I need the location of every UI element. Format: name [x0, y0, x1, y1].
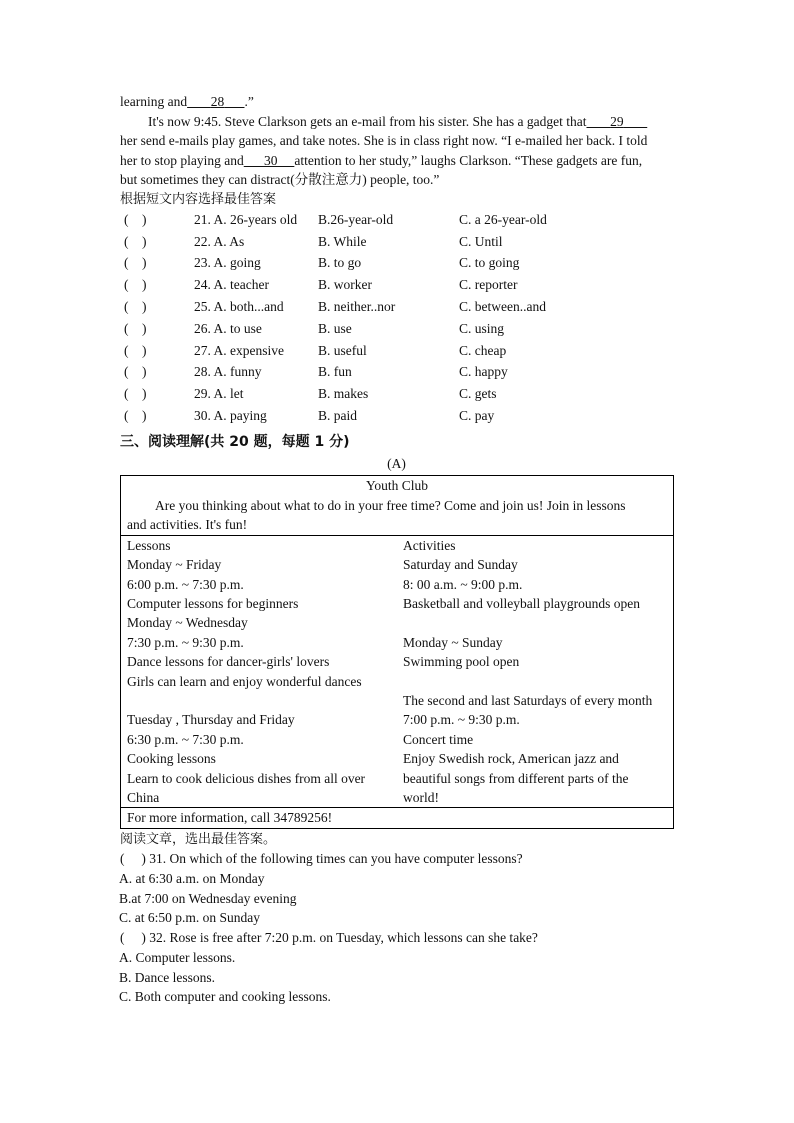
lesson-line: Monday ~ Friday: [127, 557, 222, 573]
option-a: 25. A. both...and: [194, 299, 284, 315]
answer-paren[interactable]: ( ): [124, 277, 147, 293]
question-32: [120, 928, 673, 1007]
option-b: B. useful: [318, 342, 367, 358]
option-a: 23. A. going: [194, 255, 261, 271]
club-title: Youth Club: [365, 478, 429, 494]
option-b: B. neither..nor: [318, 299, 396, 315]
youth-club-table: [120, 475, 674, 828]
activity-line: beautiful songs from different parts of the: [403, 770, 629, 786]
question-stem: ( ) 32. Rose is free after 7:20 p.m. on Tuesday, which lessons can she take?: [120, 930, 538, 946]
cloze-text: attention to her study,” laughs Clarkson. “These gadgets are fun,: [294, 152, 643, 168]
option-c: C. happy: [459, 364, 508, 380]
lesson-line: Dance lessons for dancer-girls' lovers: [127, 654, 330, 670]
activity-line: [403, 672, 667, 691]
option-a: 21. A. 26-years old: [194, 211, 298, 227]
passage-label: (A): [387, 455, 406, 471]
question-row: [120, 231, 673, 253]
question-31: [120, 849, 673, 928]
cloze-line-3: her send e-mails play games, and take notes. She is in class right now. “I e-mailed her back. I told: [120, 133, 648, 148]
answer-paren[interactable]: ( ): [124, 299, 147, 315]
lesson-line: 7:30 p.m. ~ 9:30 p.m.: [127, 634, 244, 650]
option-c: C. between..and: [459, 299, 546, 315]
question-row: [120, 383, 673, 405]
option-c: C. a 26-year-old: [459, 211, 547, 227]
option-a: 29. A. let: [194, 386, 244, 402]
option-c: C. Until: [459, 233, 503, 249]
cloze-line-2: [120, 112, 673, 132]
question-list: [120, 209, 673, 427]
lesson-line: Computer lessons for beginners: [127, 595, 299, 611]
question-row: [120, 405, 673, 427]
question-row: [120, 318, 673, 340]
option-b: B.26-year-old: [318, 211, 394, 227]
activity-line: [403, 613, 667, 632]
cloze-text: her to stop playing and: [120, 152, 244, 168]
section-title: 三、阅读理解(共 20 题，每题 1 分): [120, 433, 350, 450]
question-row: [120, 253, 673, 275]
activity-line: 7:00 p.m. ~ 9:30 p.m.: [403, 712, 520, 728]
option-a: 30. A. paying: [194, 408, 267, 424]
activity-line: The second and last Saturdays of every month: [403, 692, 653, 708]
cloze-passage: [120, 92, 673, 190]
lesson-line: Cooking lessons: [127, 751, 216, 767]
lesson-line: 6:00 p.m. ~ 7:30 p.m.: [127, 576, 244, 592]
lessons-cell: [121, 535, 398, 808]
answer-paren[interactable]: ( ): [124, 320, 147, 336]
blank-28: 28: [210, 94, 225, 109]
option-b: B. fun: [318, 364, 352, 380]
lessons-header: Lessons: [127, 537, 171, 553]
question-row: [120, 362, 673, 384]
answer-option[interactable]: C. Both computer and cooking lessons.: [119, 989, 331, 1005]
option-a: 24. A. teacher: [194, 277, 269, 293]
activity-line: 8: 00 a.m. ~ 9:00 p.m.: [403, 576, 523, 592]
exam-page: [120, 92, 673, 1007]
blank-30: 30: [263, 152, 278, 168]
option-a: 28. A. funny: [194, 364, 262, 380]
lesson-line: Learn to cook delicious dishes from all over: [127, 770, 366, 786]
lesson-line: Girls can learn and enjoy wonderful dances: [127, 673, 362, 689]
option-c: C. pay: [459, 408, 495, 424]
cloze-text: learning and: [120, 94, 188, 109]
cloze-instruction: 根据短文内容选择最佳答案: [120, 191, 277, 207]
activity-line: Saturday and Sunday: [403, 557, 518, 573]
answer-option[interactable]: A. Computer lessons.: [119, 949, 236, 965]
answer-paren[interactable]: ( ): [124, 364, 147, 380]
question-row: [120, 340, 673, 362]
option-b: B. makes: [318, 386, 369, 402]
activity-line: Concert time: [403, 731, 474, 747]
club-intro-line: Are you thinking about what to do in your free time? Come and join us! Join in lessons: [155, 497, 626, 513]
answer-paren[interactable]: ( ): [124, 342, 147, 358]
club-intro-line: and activities. It's fun!: [127, 517, 248, 533]
option-c: C. cheap: [459, 342, 507, 358]
activity-line: Swimming pool open: [403, 654, 520, 670]
lesson-line: 6:30 p.m. ~ 7:30 p.m.: [127, 731, 244, 747]
answer-paren[interactable]: ( ): [124, 386, 147, 402]
option-c: C. using: [459, 320, 505, 336]
activity-line: Enjoy Swedish rock, American jazz and: [403, 751, 619, 767]
activity-line: world!: [403, 789, 439, 805]
lesson-line: [127, 691, 391, 710]
activities-cell: [397, 535, 674, 808]
cloze-text: .”: [244, 94, 254, 109]
lesson-line: Monday ~ Wednesday: [127, 615, 248, 631]
club-header-cell: [121, 476, 674, 535]
question-row: [120, 296, 673, 318]
option-a: 22. A. As: [194, 233, 245, 249]
answer-paren[interactable]: ( ): [124, 211, 147, 227]
option-a: 26. A. to use: [194, 320, 262, 336]
cloze-line-5: but sometimes they can distract(分散注意力) people, too.”: [120, 172, 440, 187]
answer-paren[interactable]: ( ): [124, 255, 147, 271]
answer-option[interactable]: C. at 6:50 p.m. on Sunday: [119, 910, 260, 926]
answer-option[interactable]: B.at 7:00 on Wednesday evening: [119, 890, 297, 906]
club-footer: For more information, call 34789256!: [127, 810, 333, 826]
activity-line: Monday ~ Sunday: [403, 634, 503, 650]
option-b: B. paid: [318, 408, 357, 424]
lesson-line: China: [127, 789, 160, 805]
lesson-line: Tuesday , Thursday and Friday: [127, 712, 295, 728]
option-c: C. gets: [459, 386, 497, 402]
option-a: 27. A. expensive: [194, 342, 284, 358]
answer-option[interactable]: B. Dance lessons.: [119, 969, 215, 985]
option-b: B. use: [318, 320, 352, 336]
cloze-line-1: [120, 92, 673, 112]
answer-option[interactable]: A. at 6:30 a.m. on Monday: [119, 870, 265, 886]
option-c: C. reporter: [459, 277, 518, 293]
answer-paren[interactable]: ( ): [124, 408, 147, 424]
question-stem: ( ) 31. On which of the following times can you have computer lessons?: [120, 851, 523, 867]
option-b: B. While: [318, 233, 367, 249]
question-row: [120, 274, 673, 296]
reading-instruction: 阅读文章，选出最佳答案。: [120, 831, 277, 847]
option-c: C. to going: [459, 255, 520, 271]
cloze-text: It's now 9:45. Steve Clarkson gets an e-mail from his sister. She has a gadget that: [148, 113, 587, 129]
activity-line: Basketball and volleyball playgrounds open: [403, 595, 640, 611]
activities-header: Activities: [403, 537, 456, 553]
cloze-line-4: [120, 151, 673, 171]
blank-29: 29: [610, 113, 624, 129]
question-row: [120, 209, 673, 231]
club-footer-cell: [121, 808, 674, 828]
answer-paren[interactable]: ( ): [124, 233, 147, 249]
option-b: B. to go: [318, 255, 362, 271]
option-b: B. worker: [318, 277, 372, 293]
